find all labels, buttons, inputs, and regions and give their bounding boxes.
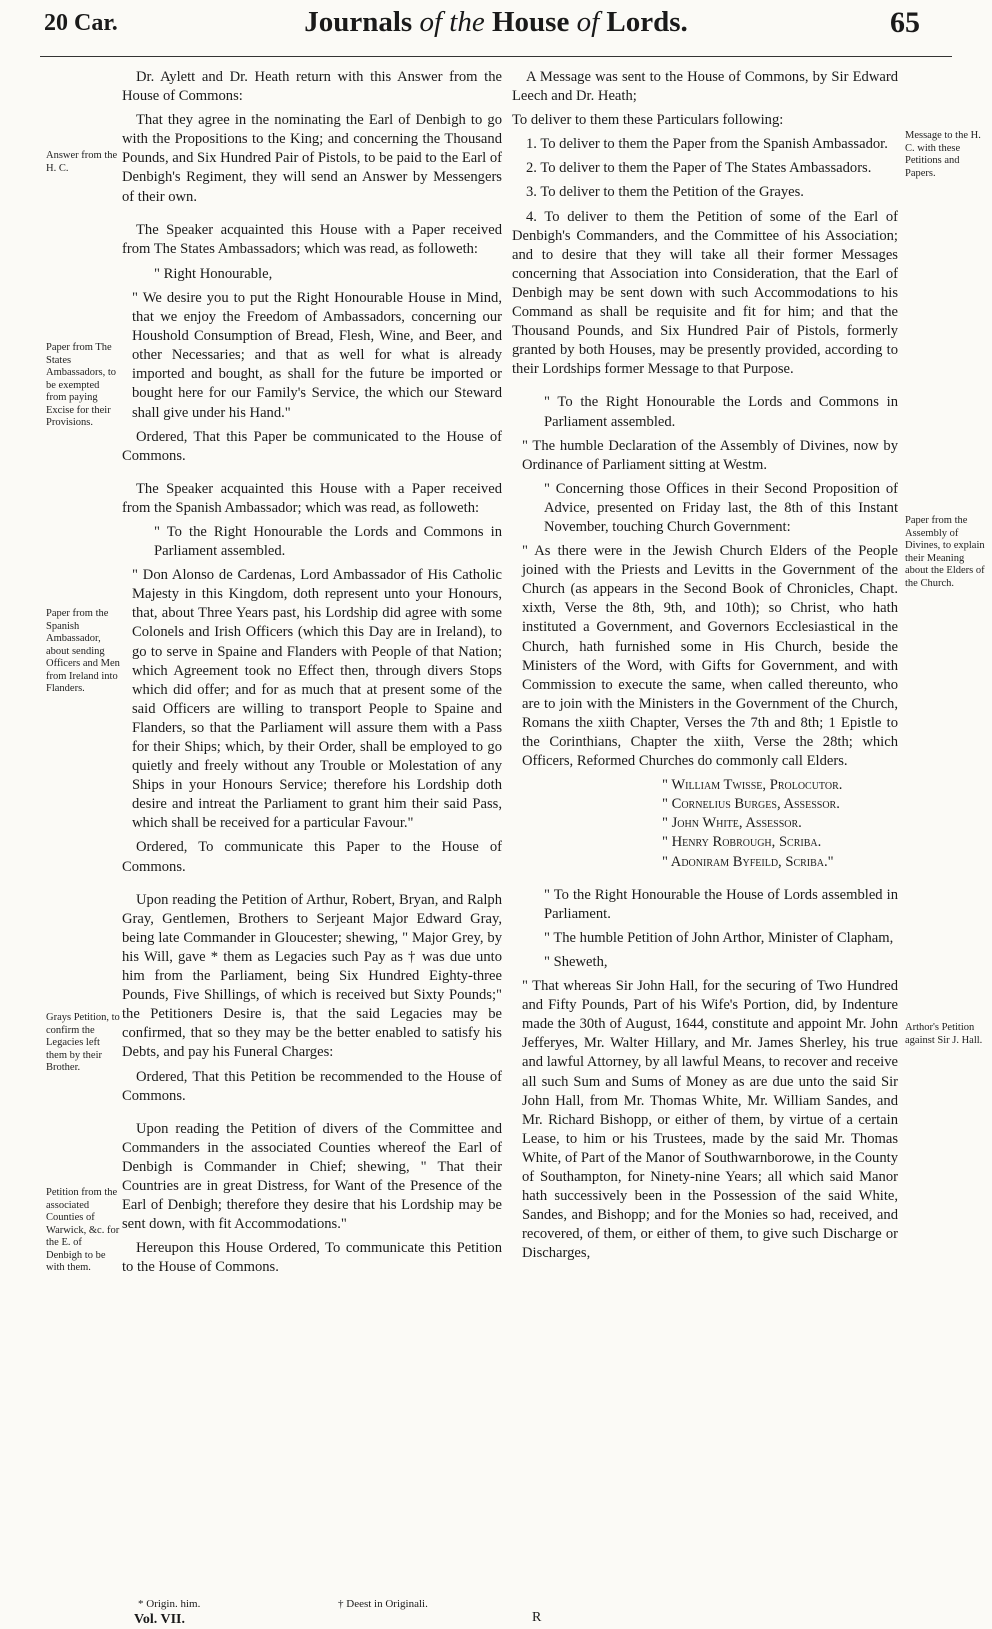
salutation: " Right Honourable, [154, 265, 273, 282]
signatory: " Cornelius Burges, Assessor. [662, 796, 840, 813]
salutation: " Sheweth, [544, 953, 608, 970]
regnal-year: 20 Car. [44, 10, 118, 36]
order: Hereupon this House Ordered, To communicate this Petition to the House of Commons. [122, 1240, 502, 1276]
quoted-paper: " The humble Declaration of the Assembly of Divines, now by Ordinance of Parliament sitting at Westm. [522, 437, 898, 473]
margin-note: Answer from the H. C. [46, 150, 118, 174]
address: " To the Right Honourable the Lords and Commons in Parliament assembled. [154, 523, 502, 560]
margin-note: Paper from the Assembly of Divines, to explain their Meaning about the Elders of the Church. [905, 515, 985, 589]
paragraph: A Message was sent to the House of Commons, by Sir Edward Leech and Dr. Heath; [512, 69, 898, 105]
address: " To the Right Honourable the House of Lords assembled in Parliament. [544, 886, 898, 922]
list-item: 4. To deliver to them the Petition of some of the Earl of Denbigh's Commanders, and the Committee of his Association; and to desire that they will take all their former Messages concerning that Association into Consideration, that the Earl of Denbigh may be sent down with such Accommodations to his Command as shall be requisite and fit for him; and that the Thousand Pounds, and Six Hundred Pair of Pistols, formerly granted by both Houses, may be presently provided, according to their Lordships former Message to that Purpose. [512, 208, 898, 378]
journal-title [300, 6, 692, 39]
volume-label: Vol. VII. [134, 1612, 185, 1627]
title-word: Lords. [606, 6, 688, 38]
margin-note: Paper from The States Ambassadors, to be exempted from paying Excise for their Provisions. [46, 342, 116, 428]
signatory: " Adoniram Byfeild, Scriba." [662, 853, 834, 870]
header-rule [40, 56, 952, 57]
signature-mark: R [532, 1610, 542, 1625]
margin-note: Grays Petition, to confirm the Legacies left them by their Brother. [46, 1012, 120, 1073]
paragraph: The Speaker acquainted this House with a Paper received from the Spanish Ambassador; which was read, as followeth: [122, 480, 502, 516]
list-item: 1. To deliver to them the Paper from the Spanish Ambassador. [526, 136, 888, 153]
margin-note: Paper from the Spanish Ambassador, about sending Officers and Men from Ireland into Flanders. [46, 608, 120, 694]
list-item: 2. To deliver to them the Paper of The States Ambassadors. [526, 160, 872, 177]
page-header [0, 0, 992, 62]
paragraph: Upon reading the Petition of divers of the Committee and Commanders in the associated Counties whereof the Earl of Denbigh is Commander in Chief; shewing, " That their Countries are in great Distress, for Want of the Presence of the Earl of Denbigh; therefore they desire that his Lordship may be sent down, with fit Accommodations." [122, 1120, 502, 1233]
paragraph: Dr. Aylett and Dr. Heath return with this Answer from the House of Commons: [122, 69, 502, 105]
signatory: " John White, Assessor. [662, 815, 802, 832]
quoted-paper: " Concerning those Offices in their Second Proposition of Advice, presented on Friday last, the 8th of this Instant November, touching Church Government: [544, 480, 898, 535]
paragraph: To deliver to them these Particulars following: [512, 112, 784, 129]
order: Ordered, That this Petition be recommended to the House of Commons. [122, 1068, 502, 1104]
signatory: " William Twisse, Prolocutor. [662, 777, 843, 794]
address: " To the Right Honourable the Lords and Commons in Parliament assembled. [544, 394, 898, 430]
quoted-paper: " That whereas Sir John Hall, for the securing of Two Hundred and Fifty Pounds, Part of his Wife's Portion, did, by Indenture made the 30th of August, 1644, constitute and appoint Mr. John Jefferyes, Mr. Walter Hillary, and Mr. James Sherley, his true and lawful Attorney, by all lawful Means, to recover and receive all such Sum and Sums of Money as are due unto the said Sir John Hall, from Mr. Thomas White, Mr. William Sandes, and Mr. Richard Bishopp, or either of them, by virtue of a certain Lease, to him or his Trustees, made by the said Mr. Thomas White, of Part of the Manor of Southwarnborowe, in the County of Southampton, for Ninety-nine Years; all which said Manor hath successively been in the Possession of the said White, Sandes, and Bishopp; and for the Monies so had, received, and recovered, of them, or either of them, to give such Discharge or Discharges, [522, 978, 898, 1262]
quoted-paper: " Don Alonso de Cardenas, Lord Ambassador of His Catholic Majesty in this Kingdom, doth represent unto your Honours, that, about Three Years past, his Lordship did agree with some Colonels and Irish Officers (which this Day are in Ireland), to go to serve in Spaine and Flanders with People of that Nation; which Agreement took no Effect then, through divers Stops which did offer; and for as much that at present some of the said Officers are willing to transport People to Spaine and Flanders, so that the Parliament will assure them with a Pass for their Ships; which, by their Order, shall be employed to go quietly and freely without any Trouble or Molestation of any Ships in your Honours Service; therefore his Lordship doth desire and intreat the Parliament to grant him their said Pass, which shall be received for a particular Favour." [132, 567, 502, 832]
list-item: 3. To deliver to them the Petition of the Grayes. [526, 184, 804, 201]
title-word: the [449, 6, 485, 38]
paragraph: Upon reading the Petition of Arthur, Robert, Bryan, and Ralph Gray, Gentlemen, Brothers to Serjeant Major Edward Gray, being late Commander in Gloucester; shewing, " Major Grey, by his Will, gave * them as Legacies such Pay as † was due unto him from the Parliament, being Six Hundred Eighty-three Pounds, Five Shillings, of which is received but Sixty Pounds;" the Petitioners Desire is, that the said Legacies may be confirmed, that so they may be the better enabled to satisfy his Debts, and pay his Funeral Charges: [122, 891, 502, 1061]
paragraph: The Speaker acquainted this House with a Paper received from The States Ambassadors; which was read, as followeth: [122, 221, 502, 257]
title-word: House [491, 6, 570, 38]
right-column [512, 68, 898, 1268]
title-word: Journals [304, 6, 413, 38]
left-column [122, 68, 502, 1282]
margin-note: Arthor's Petition against Sir J. Hall. [905, 1022, 983, 1046]
order: Ordered, That this Paper be communicated to the House of Commons. [122, 428, 502, 464]
paragraph: That they agree in the nominating the Earl of Denbigh to go with the Propositions to the King; and concerning the Thousand Pounds, and Six Hundred Pair of Pistols, to be paid to the Earl of Denbigh's Regiment, they will send an Answer by Messengers of their own. [122, 112, 502, 205]
quoted-paper: " As there were in the Jewish Church Elders of the People joined with the Priests and Levitts in the Government of the Church (as appears in the Second Book of Chronicles, Chapt. xixth, Verse the 8th, 9th, and 10th); so Christ, who hath instituted a Government, and Governors Ecclesiastical in the Church, hath furnished some in His Church, beside the Ministers of the Word, with Gifts for Government, and with Commission to execute the same, when called thereunto, who are to join with the Ministers in the Government of the Church, Romans the xiith Chapter, Verses the 7th and 8th; 1 Epistle to the Corinthians, Chapter the xiith, Verse the 28th; which Officers, Reformed Churches do commonly call Elders. [522, 543, 898, 770]
margin-note: Message to the H. C. with these Petitions and Papers. [905, 130, 981, 179]
title-word: of [576, 6, 600, 38]
quoted-paper: " We desire you to put the Right Honourable House in Mind, that we enjoy the Freedom of Ambassadors, concerning our Houshold Consumption of Bread, Flesh, Wine, and Beer, and other Necessaries; and that as well for what is already imported and bought, as shall for the future be imported or bought here for our Family's Service, the which our Steward shall give under his Hand." [132, 289, 502, 421]
footnote: † Deest in Originali. [338, 1598, 428, 1610]
signatory: " Henry Robrough, Scriba. [662, 834, 822, 851]
petition-title: " The humble Petition of John Arthor, Minister of Clapham, [544, 929, 894, 946]
footnote: * Origin. him. [138, 1598, 201, 1610]
order: Ordered, To communicate this Paper to the House of Commons. [122, 839, 502, 875]
page-number: 65 [890, 6, 920, 39]
margin-note: Petition from the associated Counties of Warwick, &c. for the E. of Denbigh to be with them. [46, 1187, 120, 1273]
title-word: of [419, 6, 443, 38]
